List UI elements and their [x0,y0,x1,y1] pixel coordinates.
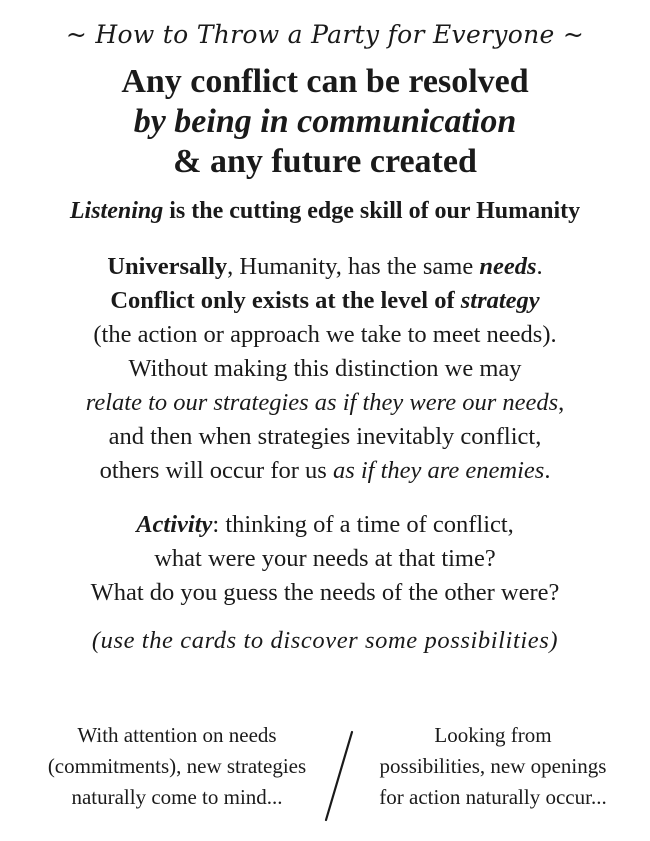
comma: , [558,389,565,416]
universally-bold: Universally [107,253,228,280]
footer-right-line: for action naturally occur... [379,785,607,809]
footer-left-text [12,720,342,813]
footer-right-line: Looking from [434,723,552,747]
footer-right-line: possibilities, new openings [379,754,607,778]
conflict-bold: Conflict only exists at the level of [110,287,461,314]
paragraph-line-4: Without making this distinction we may [128,355,522,382]
headline-line-2: by being in communication [133,103,517,140]
relate-emphasis: relate to our strategies as if they were our needs [85,389,559,416]
activity-line-1 [8,508,642,542]
needs-paragraph [8,250,642,488]
headline [8,62,642,182]
period: . [544,457,551,484]
paragraph-line-6: and then when strategies inevitably conflict, [108,423,542,450]
period: . [536,253,543,280]
activity-line-3: What do you guess the needs of the other were? [90,579,560,606]
humanity-text: , Humanity, has the same [227,253,480,280]
activity-line-2: what were your needs at that time? [154,545,496,572]
footer-left-line: With attention on needs [77,723,277,747]
paragraph-line-2 [8,284,642,318]
activity-section [8,508,642,610]
activity-label: Activity [136,511,213,538]
headline-line-3: & any future created [173,143,477,180]
footer-section [0,720,650,820]
needs-emphasis: needs [479,253,537,280]
others-text: others will occur for us [99,457,333,484]
handout-title: ~ How to Throw a Party for Everyone ~ [65,20,585,49]
paragraph-line-5 [8,386,642,420]
cards-hint: (use the cards to discover some possibilities) [91,627,559,654]
paragraph-line-7 [8,454,642,488]
activity-text: : thinking of a time of conflict, [212,511,514,538]
footer-right-text [348,720,638,813]
paragraph-line-1 [8,250,642,284]
footer-left-line: (commitments), new strategies [47,754,307,778]
footer-left-line: naturally come to mind... [71,785,283,809]
listening-rest: is the cutting edge skill of our Humanity [163,198,581,224]
strategy-emphasis: strategy [460,287,540,314]
headline-line-1: Any conflict can be resolved [121,63,529,100]
paragraph-line-3: (the action or approach we take to meet needs). [93,321,557,348]
listening-subhead [8,196,642,226]
listening-emphasis: Listening [69,198,164,224]
enemies-emphasis: as if they are enemies [332,457,545,484]
